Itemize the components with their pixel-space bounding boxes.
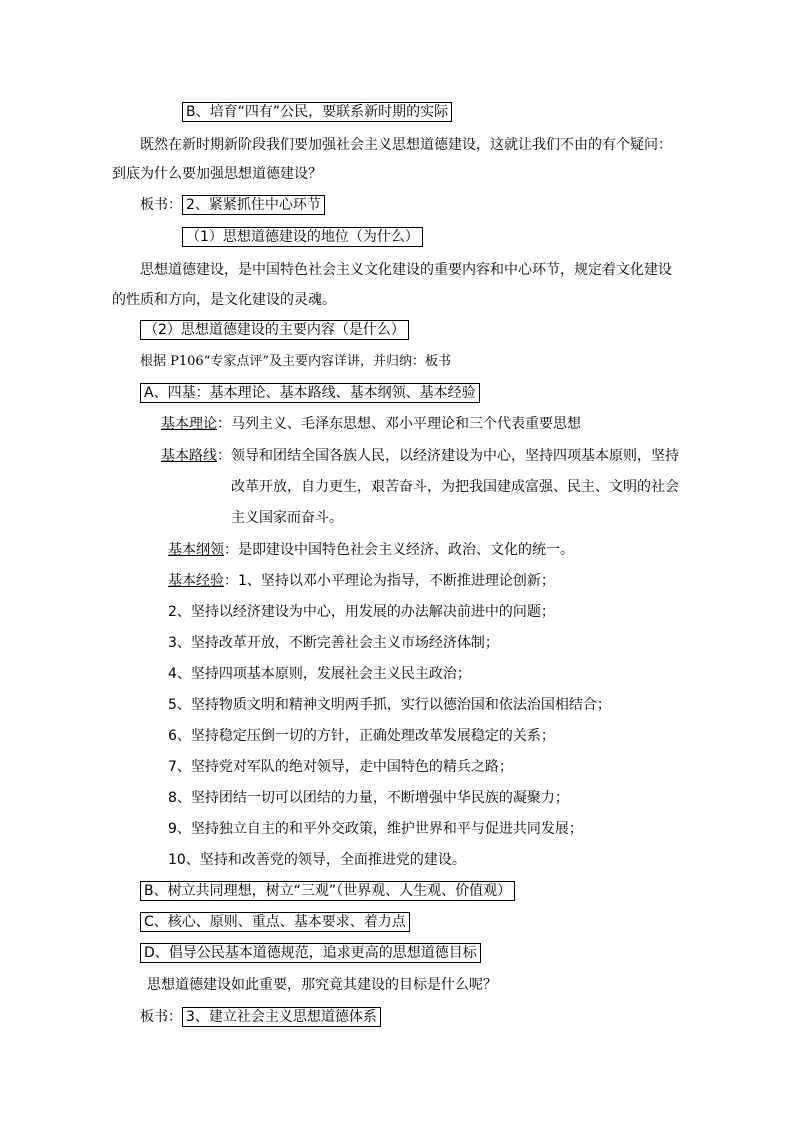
basic-experience [168,571,555,591]
basic-line-text-2: 改革开放，自力更生，艰苦奋斗，为把我国建成富强、民主、文明的社会 [231,479,679,495]
basic-theory-text: ：马列主义、毛泽东思想、邓小平理论和三个代表重要思想 [217,416,581,432]
paragraph-question-line-2: 到底为什么要加强思想道德建设？ [112,166,322,182]
board-2-box: 2、紧紧抓住中心环节 [182,195,325,215]
experience-item-3: 3、坚持改革开放，不断完善社会主义市场经济体制； [168,635,499,651]
heading-b-four-have: B、培育“四有”公民，要联系新时期的实际 [182,102,452,122]
basic-experience-text: ：1、坚持以邓小平理论为指导，不断推进理论创新； [224,573,555,589]
board-label: 板书： [140,197,182,213]
experience-item-4: 4、坚持四项基本原则，发展社会主义民主政治； [168,666,471,682]
board-label-2: 板书： [140,1009,182,1025]
experience-item-8: 8、坚持团结一切可以团结的力量，不断增强中华民族的凝聚力； [168,790,569,806]
experience-item-2: 2、坚持以经济建设为中心，用发展的办法解决前进中的问题； [168,604,555,620]
experience-item-9: 9、坚持独立自主的和平外交政策，维护世界和平与促进共同发展； [168,821,583,837]
heading-a-four-basics: A、四基：基本理论、基本路线、基本纲领、基本经验 [140,383,480,403]
experience-item-10: 10、坚持和改善党的领导，全面推进党的建设。 [168,852,466,868]
basic-line-text-1: ：领导和团结全国各族人民，以经济建设为中心，坚持四项基本原则，坚持 [217,448,679,464]
heading-c-core: C、核心、原则、重点、基本要求、着力点 [140,912,410,932]
paragraph-status-line-2: 的性质和方向，是文化建设的灵魂。 [112,292,336,308]
basic-line-label: 基本路线 [161,448,217,464]
heading-d-norms: D、倡导公民基本道德规范，追求更高的思想道德目标 [140,943,481,963]
board-3-box: 3、建立社会主义思想道德体系 [182,1007,381,1027]
subheading-status: （1）思想道德建设的地位（为什么） [182,227,423,247]
paragraph-status-line-1: 思想道德建设，是中国特色社会主义文化建设的重要内容和中心环节，规定着文化建设 [140,262,672,278]
basic-program-label: 基本纲领 [168,542,224,558]
board-heading-2 [140,195,325,215]
paragraph-question-3: 思想道德建设如此重要，那究竟其建设的目标是什么呢？ [147,977,497,993]
board-heading-3 [140,1007,381,1027]
experience-item-5: 5、坚持物质文明和精神文明两手抓，实行以德治国和依法治国相结合； [168,697,611,713]
basic-experience-label: 基本经验 [168,573,224,589]
basic-theory [161,414,581,434]
experience-item-7: 7、坚持党对军队的绝对领导，走中国特色的精兵之路； [168,759,513,775]
basic-theory-label: 基本理论 [161,416,217,432]
guide-text: 根据 P106“专家点评”及主要内容详讲，并归纳：板书 [140,354,451,369]
experience-item-6: 6、坚持稳定压倒一切的方针，正确处理改革发展稳定的关系； [168,728,555,744]
heading-b-ideals: B、树立共同理想，树立“三观”（世界观、人生观、价值观） [140,881,515,901]
basic-program [168,540,574,560]
subheading-content: （2）思想道德建设的主要内容（是什么） [140,320,409,340]
basic-line-text-3: 主义国家而奋斗。 [231,510,343,526]
basic-program-text: ：是即建设中国特色社会主义经济、政治、文化的统一。 [224,542,574,558]
basic-line [161,446,679,466]
paragraph-question-line-1: 既然在新时期新阶段我们要加强社会主义思想道德建设，这就让我们不由的有个疑问： [140,137,672,153]
